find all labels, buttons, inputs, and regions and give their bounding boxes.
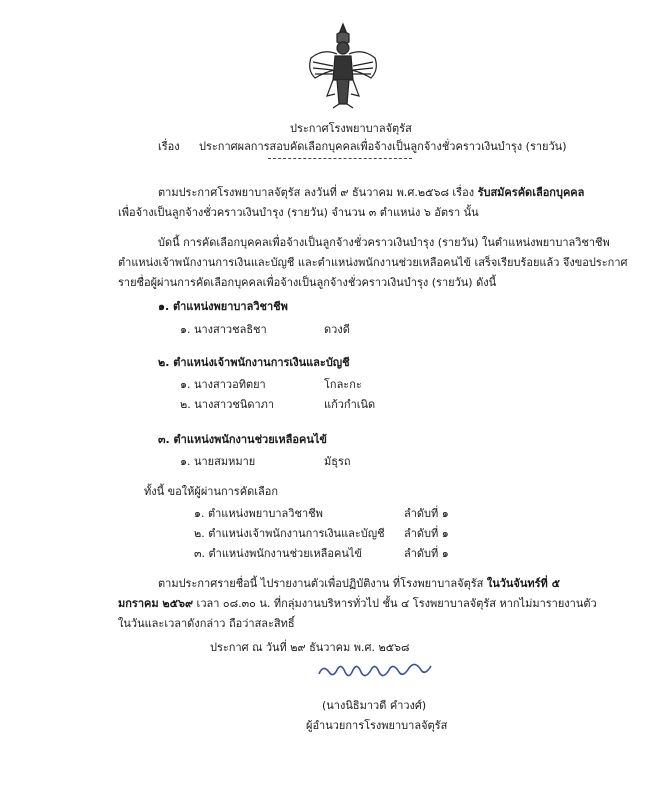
person-surname: โกละกะ [324,378,362,391]
intro-p2-line3: รายชื่อผู้ผ่านการคัดเลือกบุคคลเพื่อจ้างเป็นลูกจ้างชั่วคราวเงินบำรุง (รายวัน) ดังนี้ [118,276,497,289]
intro-p2-line2: ตำแหน่งเจ้าพนักงานการเงินและบัญชี และตำแหน่งพนักงานช่วยเหลือคนไข้ เสร็จเรียบร้อยแล้ว จึงขอประกาศ [118,256,628,269]
announcement-date: ประกาศ ณ วันที่ ๒๙ ธันวาคม พ.ศ. ๒๕๖๘ [210,641,410,654]
intro-p2-line1: บัดนี้ การคัดเลือกบุคคลเพื่อจ้างเป็นลูกจ้างชั่วคราวเงินบำรุง (รายวัน) ในตำแหน่งพยาบาลวิชาชีพ [158,236,610,249]
ranking-position: ๒. ตำแหน่งเจ้าพนักงานการเงินและบัญชี [194,527,385,540]
person-name: ๒. นางสาวชนิดาภา [180,398,275,411]
subject-text: ประกาศผลการสอบคัดเลือกบุคคลเพื่อจ้างเป็นลูกจ้างชั่วคราวเงินบำรุง (รายวัน) [199,140,567,153]
signer-title: ผู้อำนวยการโรงพยาบาลจัตุรัส [306,719,448,732]
person-surname: แก้วกำเนิด [324,398,376,411]
ranking-intro: ทั้งนี้ ขอให้ผู้ผ่านการคัดเลือก [144,485,278,498]
section-heading: ๒. ตำแหน่งเจ้าพนักงานการเงินและบัญชี [158,356,350,369]
subject-label: เรื่อง [158,140,180,153]
report-line1: ตามประกาศรายชื่อนี้ ไปรายงานตัวเพื่อปฏิบัติงาน ที่โรงพยาบาลจัตุรัส ในวันจันทร์ที่ ๕ [158,577,560,590]
report-line3: ในวันและเวลาดังกล่าว ถือว่าสละสิทธิ์ [118,617,295,630]
ranking-rank: ลำดับที่ ๑ [404,507,449,520]
document-title: ประกาศโรงพยาบาลจัตุรัส [290,122,412,135]
ranking-position: ๑. ตำแหน่งพยาบาลวิชาชีพ [194,507,323,520]
ranking-position: ๓. ตำแหน่งพนักงานช่วยเหลือคนไข้ [194,547,362,560]
intro-p1-line1: ตามประกาศโรงพยาบาลจัตุรัส ลงวันที่ ๙ ธันวาคม พ.ศ.๒๕๖๘ เรื่อง รับสมัครคัดเลือกบุคคล [158,186,585,199]
ranking-rank: ลำดับที่ ๑ [404,527,449,540]
person-name: ๑. นางสาวชลธิชา [180,323,267,336]
person-name: ๑. นายสมหมาย [180,455,256,468]
report-line2: มกราคม ๒๕๖๙ เวลา ๐๘.๓๐ น. ที่กลุ่มงานบริหารทั่วไป ชั้น ๔ โรงพยาบาลจัตุรัส หากไม่มารายงานตัว [118,597,597,610]
section-heading: ๑. ตำแหน่งพยาบาลวิชาชีพ [158,300,288,313]
intro-p1-line2: เพื่อจ้างเป็นลูกจ้างชั่วคราวเงินบำรุง (รายวัน) จำนวน ๓ ตำแหน่ง ๖ อัตรา นั้น [118,206,479,219]
ranking-rank: ลำดับที่ ๑ [404,547,449,560]
person-name: ๑. นางสาวอทิตยา [180,378,266,391]
person-surname: มัธุรถ [324,455,351,468]
signature [315,652,435,686]
person-surname: ดวงดี [324,323,350,336]
divider [268,158,412,159]
garuda-emblem-icon [303,18,383,110]
signer-name: (นางนิธิมาวดี คำวงศ์) [322,699,427,712]
section-heading: ๓. ตำแหน่งพนักงานช่วยเหลือคนไข้ [158,433,327,446]
